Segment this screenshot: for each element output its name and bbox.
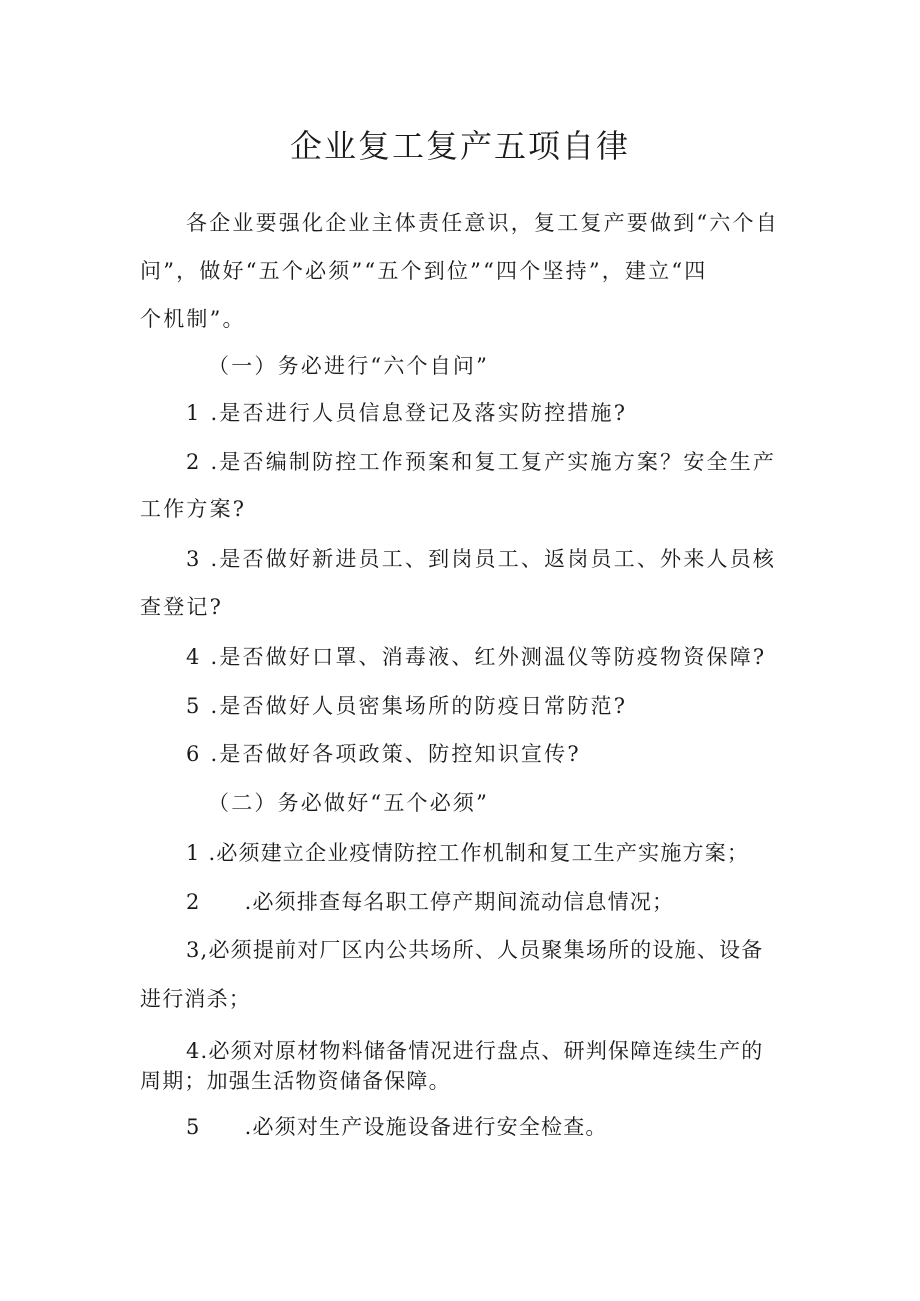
item-continuation: 查登记? (140, 595, 224, 619)
list-item (186, 885, 674, 919)
item-number: 2 (186, 450, 202, 474)
item-text: .必须建立企业疫情防控工作机制和复工生产实施方案； (208, 841, 750, 865)
item-text: .是否编制防控工作预案和复工复产实施方案？安全生产 (210, 450, 777, 474)
list-item (186, 640, 766, 674)
item-continuation: 周期；加强生活物资储备保障。 (140, 1069, 451, 1093)
list-item (186, 933, 763, 967)
item-text: 必须提前对厂区内公共场所、人员聚集场所的设施、设备 (208, 938, 764, 962)
section-heading: （一）务必进行“六个自问” (208, 354, 490, 378)
item-continuation: 进行消杀； (140, 987, 251, 1011)
item-number: 3 (186, 547, 202, 571)
item-number: 3, (186, 938, 209, 962)
list-item (186, 445, 776, 479)
section-heading: （二）务必做好“五个必须” (208, 791, 490, 815)
item-text: .是否进行人员信息登记及落实防控措施? (210, 401, 628, 425)
list-item (186, 1110, 608, 1144)
item-text: .必须排查每名职工停产期间流动信息情况； (244, 890, 675, 914)
list-item (186, 836, 749, 870)
item-number: 2 (186, 890, 201, 914)
item-number: 4 (186, 645, 202, 669)
item-text: .必须对生产设施设备进行安全检查。 (244, 1115, 608, 1139)
item-number: 5 (186, 694, 202, 718)
list-item (186, 542, 776, 576)
item-number: 1 (186, 401, 202, 425)
intro-line: 个机制”。 (140, 307, 246, 331)
item-number: 6 (186, 742, 202, 766)
item-number: 4. (186, 1039, 209, 1063)
item-continuation: 工作方案? (140, 497, 247, 521)
list-item (186, 737, 581, 771)
document-title: 企业复工复产五项自律 (289, 127, 630, 165)
intro-line: 各企业要强化企业主体责任意识，复工复产要做到“六个自 (186, 211, 779, 235)
item-text: .是否做好人员密集场所的防疫日常防范? (210, 694, 628, 718)
item-text: 必须对原材物料储备情况进行盘点、研判保障连续生产的 (208, 1039, 764, 1063)
list-item (186, 1034, 763, 1068)
item-number: 5 (186, 1115, 201, 1139)
item-number: 1 (186, 841, 201, 865)
item-text: .是否做好新进员工、到岗员工、返岗员工、外来人员核 (210, 547, 777, 571)
item-text: .是否做好各项政策、防控知识宣传? (210, 742, 581, 766)
list-item (186, 689, 627, 723)
list-item (186, 396, 627, 430)
intro-line: 问”，做好“五个必须”“五个到位”“四个坚持”，建立“四 (140, 259, 708, 283)
item-text: .是否做好口罩、消毒液、红外测温仪等防疫物资保障? (210, 645, 767, 669)
